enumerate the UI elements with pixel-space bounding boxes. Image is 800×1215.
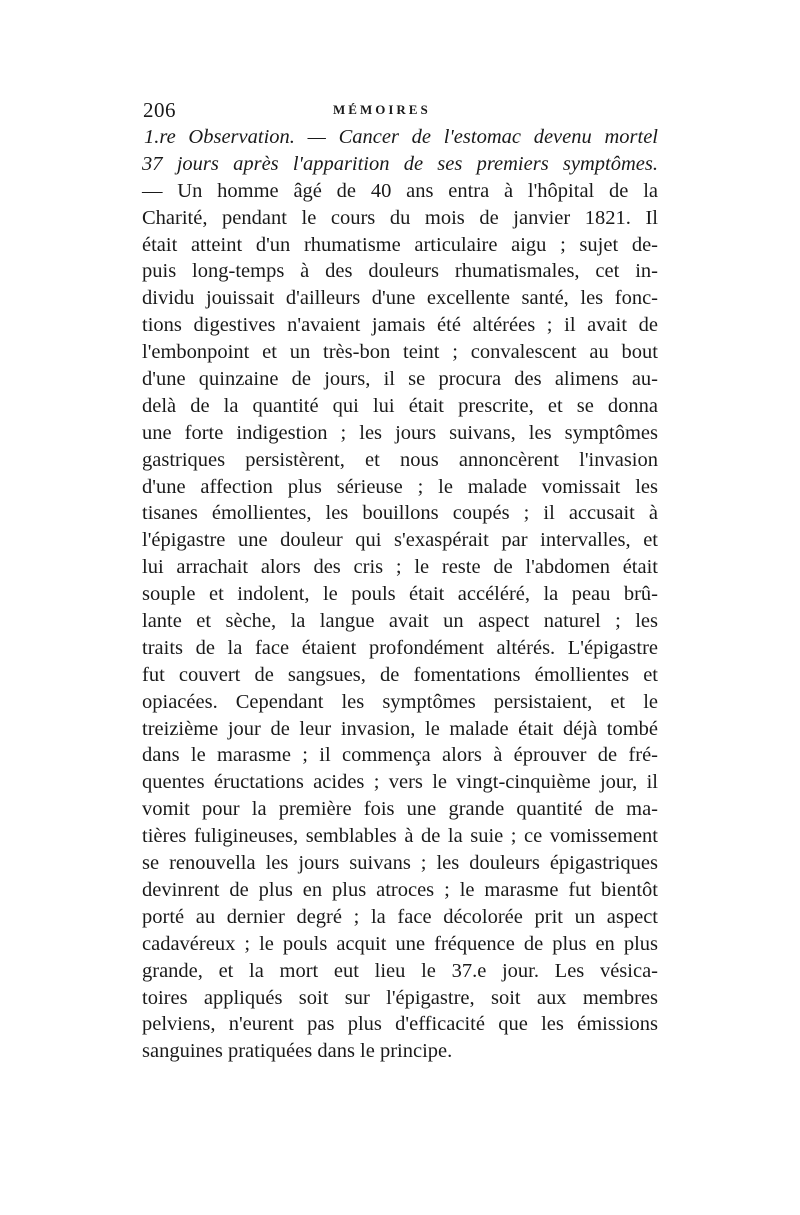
text-line: dividu jouissait d'ailleurs d'une excellente santé, les fonc-	[142, 287, 658, 310]
text-line: gastriques persistèrent, et nous annoncèrent l'invasion	[142, 448, 658, 471]
text-line: — Un homme âgé de 40 ans entra à l'hôpital de la	[142, 179, 658, 202]
text-line: se renouvella les jours suivans ; les douleurs épigastriques	[142, 852, 658, 875]
text-line: l'épigastre une douleur qui s'exaspérait par intervalles, et	[142, 529, 658, 552]
text-line: d'une affection plus sérieuse ; le malade vomissait les	[142, 475, 658, 498]
text-line: tisanes émollientes, les bouillons coupés ; il accusait à	[142, 502, 658, 525]
text-line: delà de la quantité qui lui était prescrite, et se donna	[142, 394, 658, 417]
text-line: opiacées. Cependant les symptômes persistaient, et le	[142, 690, 658, 713]
text-line: sanguines pratiquées dans le principe.	[142, 1040, 453, 1063]
text-line: traits de la face étaient profondément altérés. L'épigastre	[142, 636, 658, 659]
text-line: quentes éructations acides ; vers le vingt-cinquième jour, il	[142, 771, 658, 794]
text-line: devinrent de plus en plus atroces ; le marasme fut bientôt	[142, 878, 658, 901]
text-line: pelviens, n'eurent pas plus d'efficacité que les émissions	[142, 1013, 658, 1036]
text-line: l'embonpoint et un très-bon teint ; convalescent au bout	[142, 341, 658, 364]
text-line: fut couvert de sangsues, de fomentations émollientes et	[142, 663, 658, 686]
body-text	[142, 124, 658, 1065]
text-line: cadavéreux ; le pouls acquit une fréquence de plus en plus	[142, 932, 658, 955]
running-head: MÉMOIRES	[333, 102, 431, 117]
text-line: vomit pour la première fois une grande quantité de ma-	[142, 798, 658, 821]
text-line: porté au dernier degré ; la face décolorée prit un aspect	[142, 905, 658, 928]
text-line: dans le marasme ; il commença alors à éprouver de fré-	[142, 744, 658, 767]
text-line: lui arrachait alors des cris ; le reste de l'abdomen était	[142, 556, 658, 579]
text-line: lante et sèche, la langue avait un aspect naturel ; les	[142, 610, 658, 633]
text-line: souple et indolent, le pouls était accéléré, la peau brû-	[142, 583, 658, 606]
text-line: grande, et la mort eut lieu le 37.e jour. Les vésica-	[142, 959, 658, 982]
text-line: treizième jour de leur invasion, le malade était déjà tombé	[142, 717, 658, 740]
text-line: Charité, pendant le cours du mois de janvier 1821. Il	[142, 206, 658, 229]
text-line: tières fuligineuses, semblables à de la suie ; ce vomissement	[142, 825, 658, 848]
page-number: 206	[143, 98, 176, 122]
text-line: tions digestives n'avaient jamais été altérées ; il avait de	[142, 314, 658, 337]
text-line: une forte indigestion ; les jours suivans, les symptômes	[142, 421, 658, 444]
text-line: était atteint d'un rhumatisme articulaire aigu ; sujet de-	[142, 233, 658, 256]
text-line: 1.re Observation. — Cancer de l'estomac devenu mortel	[144, 126, 658, 148]
text-line: 37 jours après l'apparition de ses premiers symptômes.	[142, 152, 658, 175]
text-line: d'une quinzaine de jours, il se procura des alimens au-	[142, 368, 658, 391]
text-line: toires appliqués soit sur l'épigastre, soit aux membres	[142, 986, 658, 1009]
text-line: puis long-temps à des douleurs rhumatismales, cet in-	[142, 260, 658, 283]
